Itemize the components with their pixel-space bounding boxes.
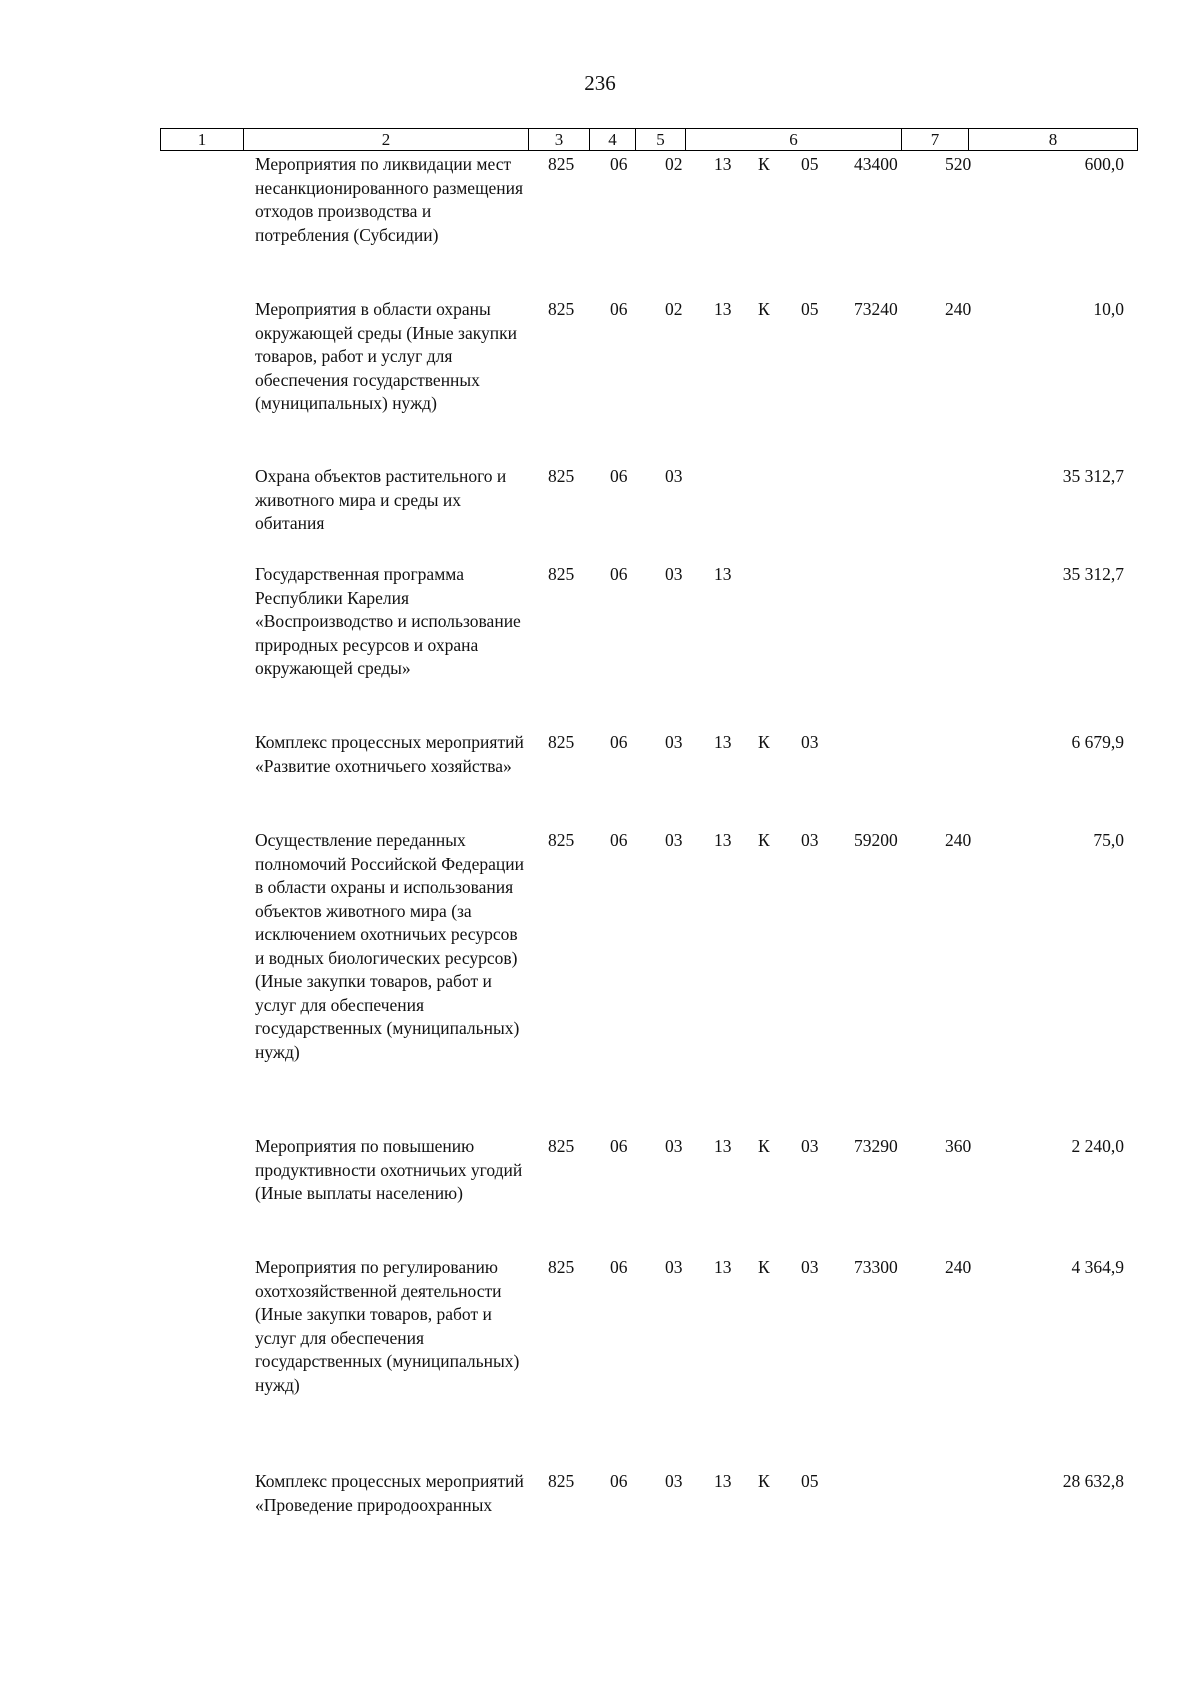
row-cell-c3: 825 xyxy=(548,564,575,584)
row-description: Комплекс процессных мероприятий «Развитие охотничьего хозяйства» xyxy=(255,732,524,776)
row-cell-c4: 06 xyxy=(610,564,628,584)
row-description: Мероприятия в области охраны окружающей среды (Иные закупки товаров, работ и услуг для обеспечения государственных (муниципальных) нужд) xyxy=(255,299,517,413)
row-cell-c3: 825 xyxy=(548,466,575,486)
row-cell-c6a: 13 xyxy=(714,299,732,319)
row-cell-c5: 02 xyxy=(665,154,683,174)
row-cell-c5: 03 xyxy=(665,564,683,584)
header-cell-7: 7 xyxy=(901,129,968,150)
row-cell-c8: 600,0 xyxy=(1084,154,1124,174)
row-cell-c8: 6 679,9 xyxy=(1071,732,1124,752)
row-cell-c7: 240 xyxy=(945,1257,972,1277)
header-cell-2: 2 xyxy=(243,129,528,150)
row-cell-c6c: 03 xyxy=(801,1257,819,1277)
row-cell-c6b: К xyxy=(758,1471,770,1491)
row-cell-c6c: 05 xyxy=(801,1471,819,1491)
row-cell-c6a: 13 xyxy=(714,1257,732,1277)
row-cell-c6d: 73240 xyxy=(854,299,898,319)
row-cell-c7: 520 xyxy=(945,154,972,174)
row-cell-c8: 35 312,7 xyxy=(1062,466,1124,486)
row-cell-c4: 06 xyxy=(610,1257,628,1277)
row-cell-c8: 28 632,8 xyxy=(1062,1471,1124,1491)
row-description: Мероприятия по регулированию охотхозяйственной деятельности (Иные закупки товаров, работ и услуг для обеспечения государственных (муниципальных) нужд) xyxy=(255,1257,520,1395)
row-description: Мероприятия по повышению продуктивности охотничьих угодий (Иные выплаты населению) xyxy=(255,1136,523,1203)
row-description: Мероприятия по ликвидации мест несанкционированного размещения отходов производства и потребления (Субсидии) xyxy=(255,154,524,245)
row-cell-c3: 825 xyxy=(548,1257,575,1277)
row-cell-c6d: 59200 xyxy=(854,830,898,850)
row-cell-c6c: 03 xyxy=(801,732,819,752)
row-cell-c4: 06 xyxy=(610,1471,628,1491)
row-cell-c6a: 13 xyxy=(714,1136,732,1156)
header-cell-4: 4 xyxy=(589,129,635,150)
row-cell-c5: 02 xyxy=(665,299,683,319)
row-cell-c6c: 05 xyxy=(801,299,819,319)
row-cell-c3: 825 xyxy=(548,1136,575,1156)
row-cell-c6a: 13 xyxy=(714,830,732,850)
row-cell-c4: 06 xyxy=(610,830,628,850)
row-cell-c6d: 73290 xyxy=(854,1136,898,1156)
header-cell-5: 5 xyxy=(635,129,685,150)
row-cell-c8: 75,0 xyxy=(1093,830,1124,850)
header-cell-8: 8 xyxy=(968,129,1137,150)
row-cell-c6a: 13 xyxy=(714,732,732,752)
row-cell-c4: 06 xyxy=(610,466,628,486)
row-cell-c8: 10,0 xyxy=(1093,299,1124,319)
row-cell-c6c: 05 xyxy=(801,154,819,174)
row-cell-c6a: 13 xyxy=(714,154,732,174)
row-cell-c8: 4 364,9 xyxy=(1071,1257,1124,1277)
row-description: Осуществление переданных полномочий Российской Федерации в области охраны и использования объектов животного мира (за исключением охотничьих ресурсов и водных биологических ресурсов) (Иные закупки товаров, работ и услуг для обеспечения государственных (муниципальных) нужд) xyxy=(255,830,524,1062)
row-cell-c5: 03 xyxy=(665,466,683,486)
row-cell-c6a: 13 xyxy=(714,564,732,584)
row-cell-c6b: К xyxy=(758,732,770,752)
row-cell-c7: 360 xyxy=(945,1136,972,1156)
row-cell-c5: 03 xyxy=(665,1471,683,1491)
row-cell-c5: 03 xyxy=(665,732,683,752)
row-description: Комплекс процессных мероприятий «Проведение природоохранных xyxy=(255,1471,524,1515)
row-cell-c4: 06 xyxy=(610,1136,628,1156)
header-cell-6: 6 xyxy=(685,129,901,150)
row-cell-c8: 35 312,7 xyxy=(1062,564,1124,584)
row-cell-c3: 825 xyxy=(548,830,575,850)
row-cell-c5: 03 xyxy=(665,830,683,850)
row-cell-c6c: 03 xyxy=(801,830,819,850)
row-cell-c6d: 73300 xyxy=(854,1257,898,1277)
row-cell-c3: 825 xyxy=(548,732,575,752)
row-cell-c6b: К xyxy=(758,1136,770,1156)
row-cell-c3: 825 xyxy=(548,154,575,174)
row-cell-c6a: 13 xyxy=(714,1471,732,1491)
row-cell-c6c: 03 xyxy=(801,1136,819,1156)
header-cell-1: 1 xyxy=(197,130,207,149)
row-cell-c5: 03 xyxy=(665,1257,683,1277)
row-cell-c4: 06 xyxy=(610,732,628,752)
row-cell-c6d: 43400 xyxy=(854,154,898,174)
row-description: Государственная программа Республики Карелия «Воспроизводство и использование природных ресурсов и охрана окружающей среды» xyxy=(255,564,521,678)
row-cell-c5: 03 xyxy=(665,1136,683,1156)
row-description: Охрана объектов растительного и животного мира и среды их обитания xyxy=(255,466,507,533)
row-cell-c3: 825 xyxy=(548,1471,575,1491)
row-cell-c8: 2 240,0 xyxy=(1071,1136,1124,1156)
page-number: 236 xyxy=(584,71,616,95)
row-cell-c4: 06 xyxy=(610,299,628,319)
row-cell-c6b: К xyxy=(758,1257,770,1277)
row-cell-c6b: К xyxy=(758,830,770,850)
row-cell-c6b: К xyxy=(758,299,770,319)
row-cell-c7: 240 xyxy=(945,299,972,319)
header-cell-3: 3 xyxy=(528,129,589,150)
row-cell-c3: 825 xyxy=(548,299,575,319)
row-cell-c4: 06 xyxy=(610,154,628,174)
row-cell-c7: 240 xyxy=(945,830,972,850)
row-cell-c6b: К xyxy=(758,154,770,174)
